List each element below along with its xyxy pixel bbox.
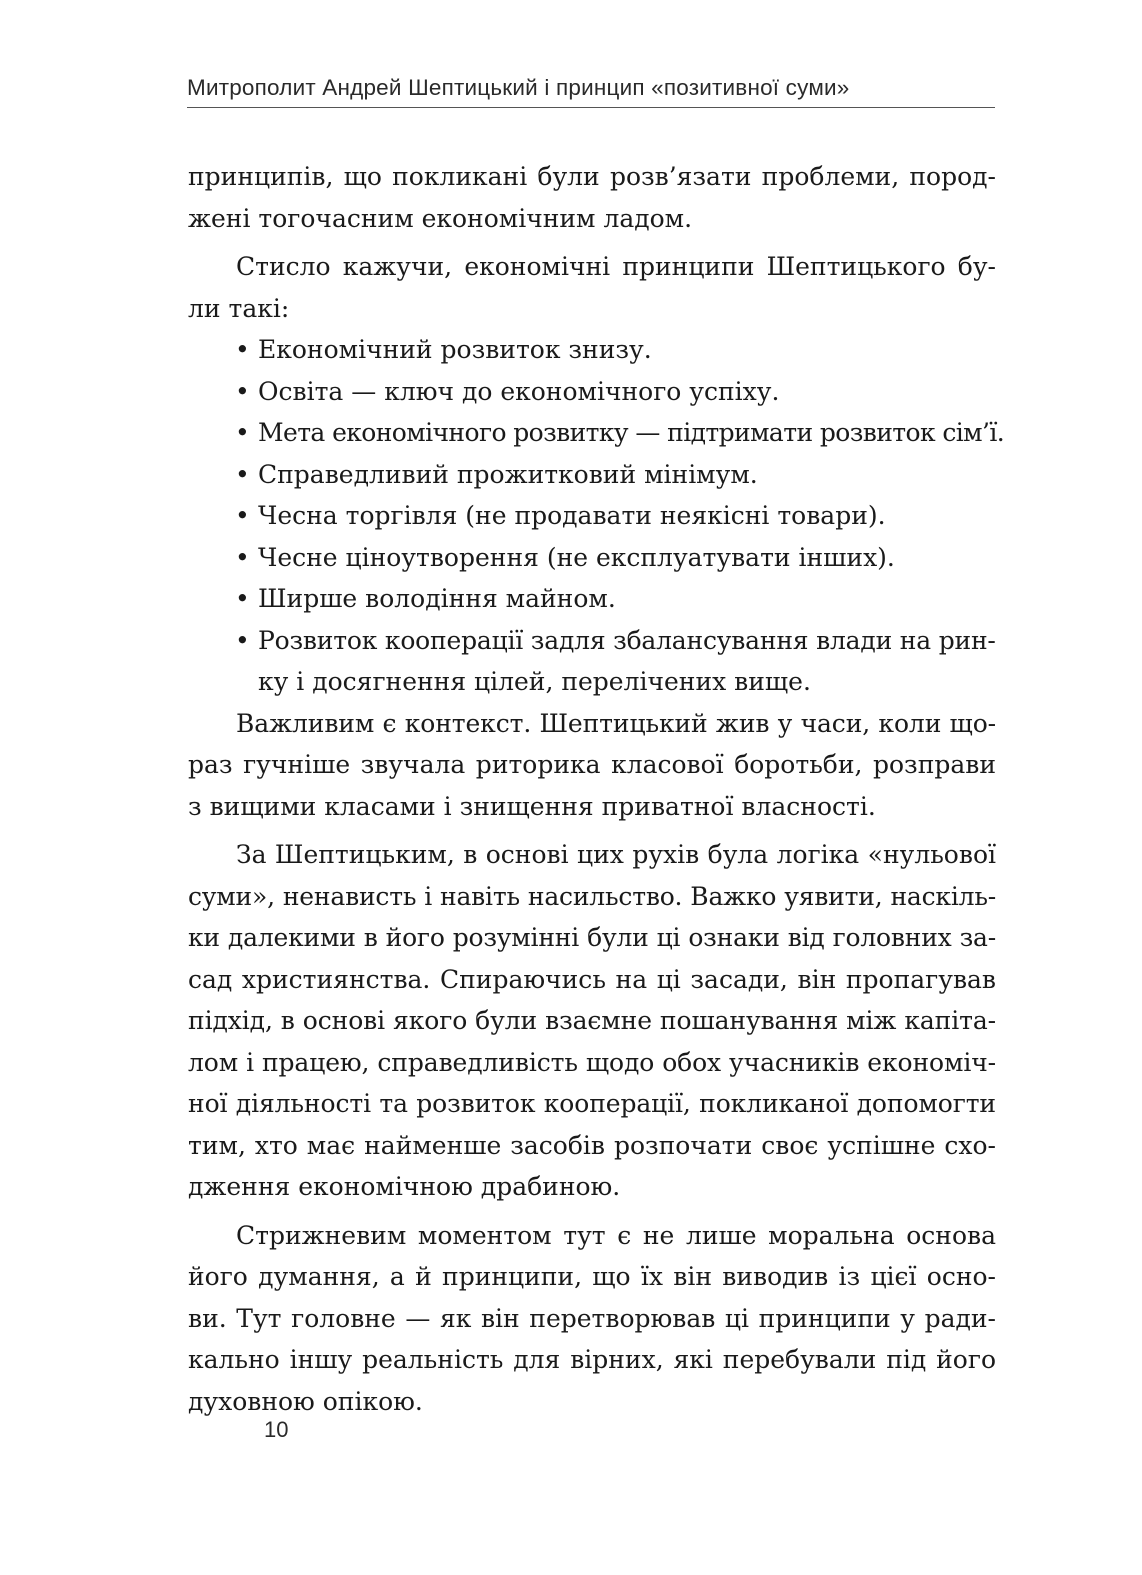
list-item-text: Чесна торгівля (не продавати неякісні товари).	[258, 501, 886, 530]
paragraph-line: тим, хто має найменше засобів розпочати своє успішне схо-	[188, 1130, 996, 1160]
list-item-continuation: ку і досягнення цілей, перелічених вище.	[258, 667, 811, 696]
list-item-text: Освіта — ключ до економічного успіху.	[258, 376, 780, 406]
paragraph-line: ної діяльності та розвиток кооперації, покликаної допомогти	[188, 1089, 996, 1118]
paragraph-line: ки далекими в його розумінні були ці ознаки від головних за-	[188, 923, 996, 952]
bullet-marker: •	[235, 625, 250, 655]
bullet-marker: •	[235, 335, 250, 364]
paragraph-line: ли такі:	[188, 293, 290, 323]
bullet-marker: •	[235, 501, 250, 530]
paragraph-line: підхід, в основі якого були взаємне пошанування між капіта-	[188, 1006, 996, 1035]
header-rule	[187, 107, 995, 108]
paragraph-line: жені тогочасним економічним ладом.	[188, 203, 693, 233]
paragraph-line: Важливим є контекст. Шептицький жив у часи, коли що-	[236, 708, 996, 738]
page-number: 10	[264, 1417, 289, 1442]
list-item-text: Чесне ціноутворення (не експлуатувати інших).	[258, 542, 895, 572]
paragraph-5	[188, 1215, 996, 1423]
list-item-text: Мета економічного розвитку — підтримати розвиток сім’ї.	[258, 418, 1005, 447]
paragraph-line: За Шептицьким, в основі цих рухів була логіка «нульової	[236, 840, 996, 869]
list-item	[188, 537, 996, 579]
bullet-marker: •	[235, 542, 250, 572]
paragraph-3	[188, 703, 996, 828]
paragraph-line: кально іншу реальність для вірних, які перебували під його	[188, 1345, 996, 1374]
paragraph-line: суми», ненависть і навіть насильство. Важко уявити, наскіль-	[188, 881, 996, 911]
list-item	[188, 620, 996, 662]
paragraph-2	[188, 246, 996, 329]
paragraph-line: його думання, а й принципи, що їх він виводив із цієї осно-	[188, 1262, 996, 1291]
paragraph-line: лом і працею, справедливість щодо обох учасників економіч-	[188, 1047, 996, 1077]
list-item	[188, 412, 1005, 454]
paragraph-line: сад християнства. Спираючись на ці засади, він пропагував	[188, 964, 996, 994]
bullet-marker: •	[235, 459, 250, 489]
list-item	[188, 578, 996, 620]
paragraph-line: духовною опікою.	[188, 1386, 423, 1416]
list-item-text: Економічний розвиток знизу.	[258, 335, 652, 364]
text-body	[188, 156, 1005, 1422]
list-item	[188, 371, 996, 413]
list-item	[188, 454, 996, 496]
paragraph-4	[188, 834, 996, 1208]
list-item	[188, 329, 996, 371]
list-item	[188, 495, 996, 537]
paragraph-line: Стисло кажучи, економічні принципи Шептицького бу-	[236, 252, 996, 281]
paragraph-line: дження економічною драбиною.	[188, 1172, 621, 1201]
list-item-text: Справедливий прожитковий мінімум.	[258, 459, 758, 489]
paragraph-1	[188, 156, 996, 239]
paragraph-line: Стрижневим моментом тут є не лише моральна основа	[236, 1220, 996, 1250]
list-item-text: Ширше володіння майном.	[258, 584, 616, 613]
bullet-list	[188, 329, 1005, 703]
paragraph-line: принципів, що покликані були розв’язати проблеми, пород-	[188, 162, 996, 191]
bullet-marker: •	[235, 418, 246, 447]
running-header: Митрополит Андрей Шептицький і принцип «позитивної суми»	[187, 75, 850, 100]
paragraph-line: з вищими класами і знищення приватної власності.	[188, 791, 876, 821]
bullet-marker: •	[235, 584, 250, 613]
paragraph-line: раз гучніше звучала риторика класової боротьби, розправи	[188, 750, 996, 779]
bullet-marker: •	[235, 376, 250, 406]
list-item-text: Розвиток кооперації задля збалансування влади на рин-	[258, 625, 996, 655]
paragraph-line: ви. Тут головне — як він перетворював ці принципи у ради-	[188, 1303, 996, 1333]
